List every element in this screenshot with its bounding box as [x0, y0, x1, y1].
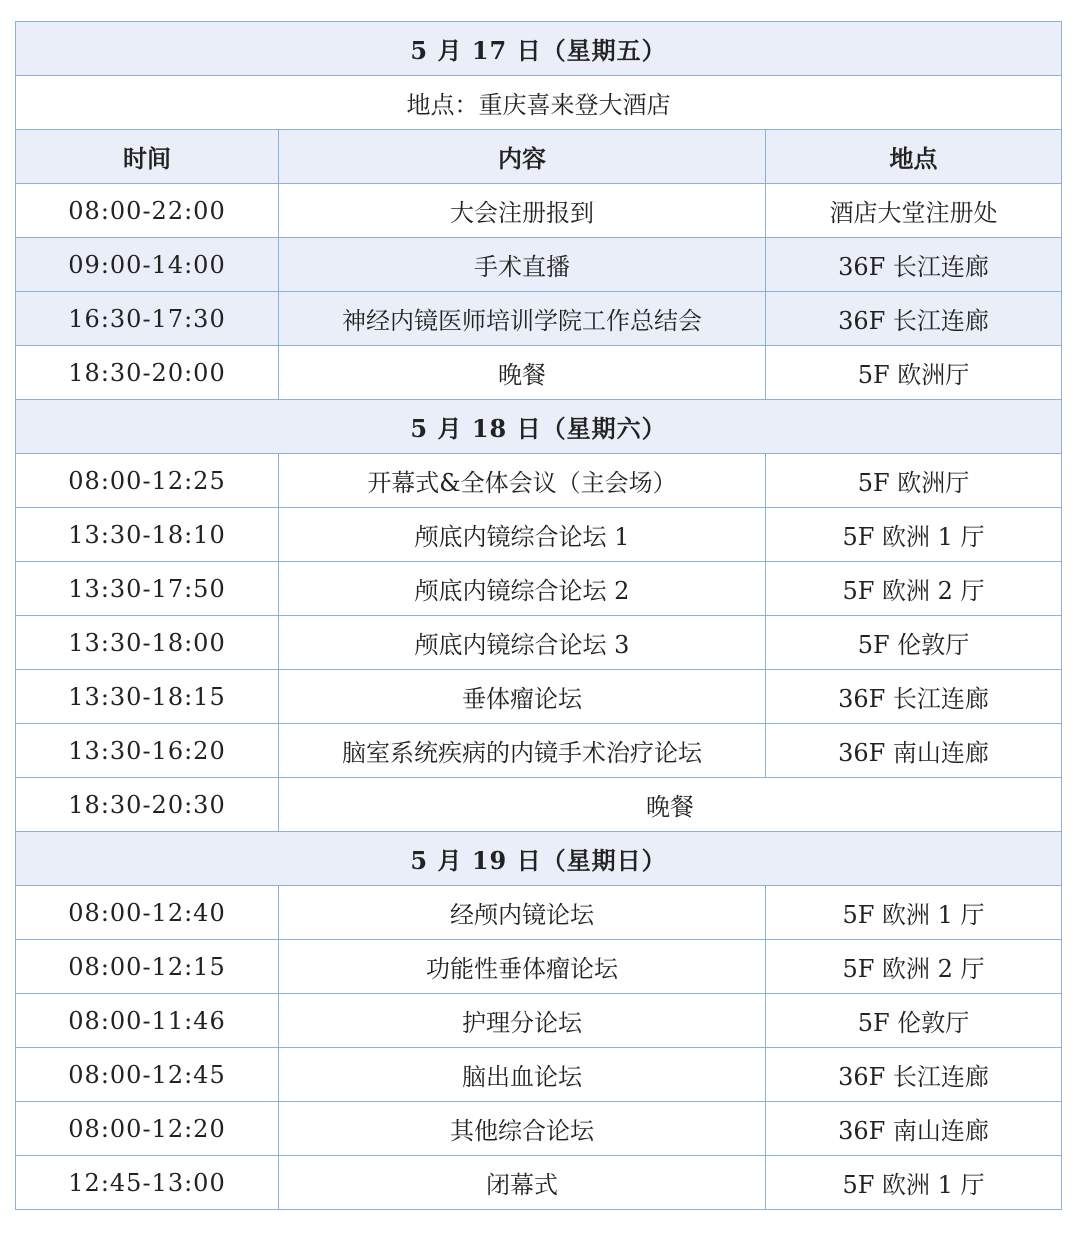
day-header-row: [16, 22, 1062, 76]
time-cell: 08:00-22:00: [16, 184, 279, 238]
content-cell: 脑出血论坛: [279, 1048, 766, 1102]
location-cell: 36F 长江连廊: [766, 292, 1062, 346]
column-header-time: 时间: [16, 130, 279, 184]
time-cell: 08:00-12:40: [16, 886, 279, 940]
time-cell: 08:00-12:25: [16, 454, 279, 508]
location-cell: 36F 南山连廊: [766, 724, 1062, 778]
time-cell: 16:30-17:30: [16, 292, 279, 346]
content-cell: 大会注册报到: [279, 184, 766, 238]
time-cell: 08:00-12:15: [16, 940, 279, 994]
content-cell: 脑室系统疾病的内镜手术治疗论坛: [279, 724, 766, 778]
column-header-row: [16, 130, 1062, 184]
location-cell: 酒店大堂注册处: [766, 184, 1062, 238]
table-row: [16, 886, 1062, 940]
location-cell: 36F 长江连廊: [766, 238, 1062, 292]
location-cell: 5F 欧洲 1 厅: [766, 508, 1062, 562]
column-header-content: 内容: [279, 130, 766, 184]
table-row: [16, 238, 1062, 292]
time-cell: 18:30-20:00: [16, 346, 279, 400]
table-row: [16, 616, 1062, 670]
content-cell: 颅底内镜综合论坛 3: [279, 616, 766, 670]
location-cell: 36F 长江连廊: [766, 1048, 1062, 1102]
column-header-location: 地点: [766, 130, 1062, 184]
content-cell: 功能性垂体瘤论坛: [279, 940, 766, 994]
table-row: [16, 346, 1062, 400]
location-cell: 5F 伦敦厅: [766, 994, 1062, 1048]
table-row: [16, 184, 1062, 238]
table-row: [16, 454, 1062, 508]
day-header-row: [16, 400, 1062, 454]
location-cell: 36F 南山连廊: [766, 1102, 1062, 1156]
content-cell: 开幕式&全体会议（主会场）: [279, 454, 766, 508]
time-cell: 13:30-16:20: [16, 724, 279, 778]
day-title: 5 月 17 日（星期五）: [16, 22, 1062, 76]
content-cell: 闭幕式: [279, 1156, 766, 1210]
content-cell: 颅底内镜综合论坛 2: [279, 562, 766, 616]
table-row: [16, 994, 1062, 1048]
content-cell: 垂体瘤论坛: [279, 670, 766, 724]
table-row: [16, 292, 1062, 346]
location-cell: 5F 欧洲 1 厅: [766, 1156, 1062, 1210]
time-cell: 08:00-12:45: [16, 1048, 279, 1102]
table-row: [16, 508, 1062, 562]
time-cell: 13:30-18:00: [16, 616, 279, 670]
time-cell: 13:30-18:15: [16, 670, 279, 724]
day-header-row: [16, 832, 1062, 886]
table-row: [16, 1048, 1062, 1102]
time-cell: 13:30-17:50: [16, 562, 279, 616]
table-row: [16, 1156, 1062, 1210]
venue-label: 地点：重庆喜来登大酒店: [16, 76, 1062, 130]
location-cell: 5F 欧洲厅: [766, 454, 1062, 508]
content-cell: 颅底内镜综合论坛 1: [279, 508, 766, 562]
table-row: [16, 1102, 1062, 1156]
time-cell: 12:45-13:00: [16, 1156, 279, 1210]
content-cell: 晚餐: [279, 346, 766, 400]
schedule-table: [15, 21, 1062, 1210]
content-cell: 护理分论坛: [279, 994, 766, 1048]
content-cell: 其他综合论坛: [279, 1102, 766, 1156]
table-row: [16, 724, 1062, 778]
content-cell: 手术直播: [279, 238, 766, 292]
content-cell: 神经内镜医师培训学院工作总结会: [279, 292, 766, 346]
location-cell: 36F 长江连廊: [766, 670, 1062, 724]
time-cell: 08:00-12:20: [16, 1102, 279, 1156]
time-cell: 08:00-11:46: [16, 994, 279, 1048]
table-row: [16, 670, 1062, 724]
location-cell: 5F 欧洲 1 厅: [766, 886, 1062, 940]
time-cell: 18:30-20:30: [16, 778, 279, 832]
venue-row: [16, 76, 1062, 130]
day-title: 5 月 18 日（星期六）: [16, 400, 1062, 454]
location-cell: 5F 欧洲 2 厅: [766, 940, 1062, 994]
location-cell: 5F 伦敦厅: [766, 616, 1062, 670]
time-cell: 13:30-18:10: [16, 508, 279, 562]
table-row: [16, 778, 1062, 832]
content-cell: 经颅内镜论坛: [279, 886, 766, 940]
location-cell: 5F 欧洲 2 厅: [766, 562, 1062, 616]
content-cell: 晚餐: [279, 778, 1062, 832]
time-cell: 09:00-14:00: [16, 238, 279, 292]
day-title: 5 月 19 日（星期日）: [16, 832, 1062, 886]
table-row: [16, 940, 1062, 994]
table-row: [16, 562, 1062, 616]
location-cell: 5F 欧洲厅: [766, 346, 1062, 400]
